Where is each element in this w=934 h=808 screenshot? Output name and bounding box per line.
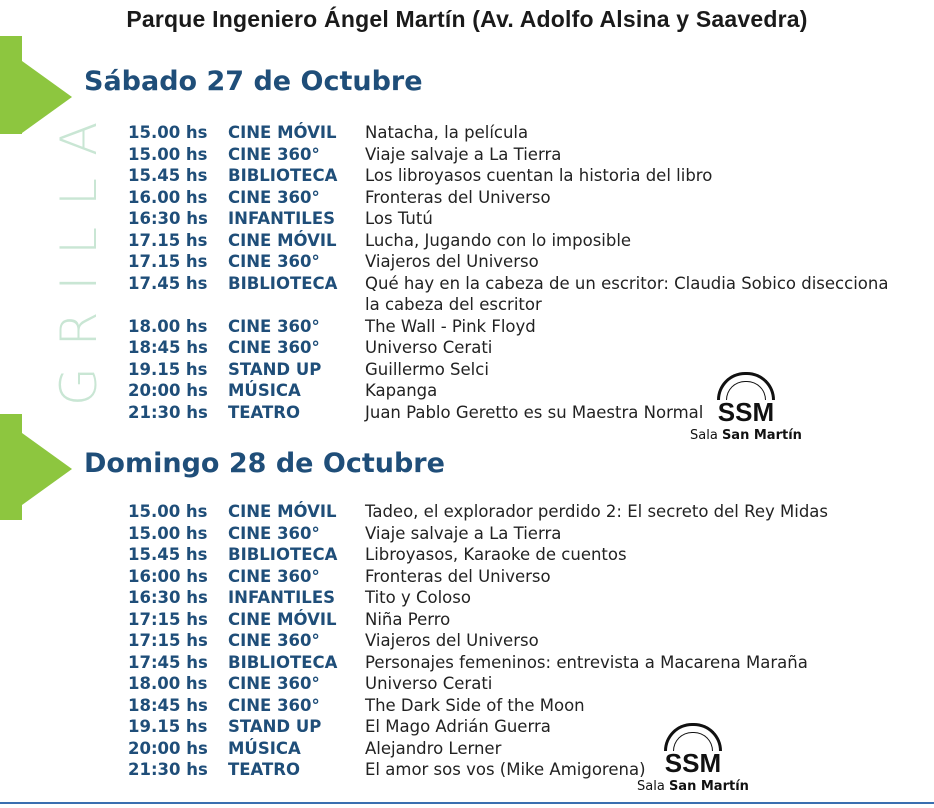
event-category: CINE 360°: [228, 338, 320, 357]
event-title: El amor sos vos (Mike Amigorena): [365, 760, 646, 779]
event-category: CINE MÓVIL: [228, 609, 337, 629]
event-title: Universo Cerati: [365, 338, 493, 357]
logo-letters: SSM: [664, 748, 722, 778]
event-time: 17:15 hs: [128, 609, 208, 629]
grilla-side-label: GRILLA: [50, 100, 108, 406]
event-title: Viajeros del Universo: [365, 631, 539, 650]
event-title: The Dark Side of the Moon: [365, 695, 585, 715]
event-time: 15.00 hs: [128, 123, 208, 142]
green-accent-bar-bottom: [0, 414, 22, 520]
event-title: Guillermo Selci: [365, 359, 489, 379]
event-time: 16.00 hs: [128, 187, 208, 207]
event-title: Los libroyasos cuentan la historia del libro: [365, 166, 713, 185]
event-category: CINE 360°: [228, 566, 320, 586]
event-time: 17.15 hs: [128, 252, 208, 271]
event-category: STAND UP: [228, 717, 322, 736]
event-category: BIBLIOTECA: [228, 273, 338, 293]
event-title: Alejandro Lerner: [365, 738, 502, 758]
event-time: 19.15 hs: [128, 717, 208, 736]
event-title: Qué hay en la cabeza de un escritor: Claudia Sobico disecciona la cabeza del escritor: [365, 273, 889, 314]
event-title: Viaje salvaje a La Tierra: [365, 144, 562, 164]
event-title: Los Tutú: [365, 209, 433, 228]
page-title: Parque Ingeniero Ángel Martín (Av. Adolfo Alsina y Saavedra): [126, 6, 808, 32]
event-time: 21:30 hs: [128, 402, 208, 422]
event-time: 16:30 hs: [128, 209, 208, 228]
green-accent-bar-top: [0, 36, 22, 134]
event-time: 17:15 hs: [128, 631, 208, 650]
event-title: Kapanga: [365, 381, 438, 400]
event-time: 18.00 hs: [128, 316, 208, 336]
event-title: Viajeros del Universo: [365, 252, 539, 271]
event-title: Juan Pablo Geretto es su Maestra Normal: [365, 402, 704, 422]
event-category: STAND UP: [228, 359, 322, 379]
logo-caption: Sala San Martín: [637, 779, 749, 794]
event-category: CINE MÓVIL: [228, 230, 337, 250]
event-category: MÚSICA: [228, 381, 301, 400]
event-time: 21:30 hs: [128, 760, 208, 779]
event-category: CINE MÓVIL: [228, 502, 337, 521]
event-title: Niña Perro: [365, 609, 451, 629]
event-category: CINE 360°: [228, 316, 320, 336]
event-title: Universo Cerati: [365, 674, 493, 693]
sala-san-martin-logo: [690, 372, 802, 443]
event-title: Viaje salvaje a La Tierra: [365, 523, 562, 543]
event-category: CINE 360°: [228, 695, 320, 715]
event-category: CINE 360°: [228, 252, 320, 271]
event-time: 15.45 hs: [128, 545, 208, 564]
green-arrow-bottom: [22, 433, 72, 505]
day-title-sunday: Domingo 28 de Octubre: [84, 448, 445, 479]
day-title-saturday: Sábado 27 de Octubre: [84, 66, 423, 97]
event-category: MÚSICA: [228, 738, 301, 758]
event-category: TEATRO: [228, 402, 301, 422]
logo-caption: Sala San Martín: [690, 428, 802, 443]
event-time: 20:00 hs: [128, 738, 208, 758]
event-title: Libroyasos, Karaoke de cuentos: [365, 545, 627, 564]
event-category: CINE 360°: [228, 631, 320, 650]
event-category: CINE 360°: [228, 187, 320, 207]
event-time: 15.00 hs: [128, 523, 208, 543]
event-title: Tito y Coloso: [365, 588, 471, 607]
event-time: 18:45 hs: [128, 338, 208, 357]
event-category: INFANTILES: [228, 588, 335, 607]
event-category: CINE 360°: [228, 144, 320, 164]
event-time: 18:45 hs: [128, 695, 208, 715]
event-time: 16:30 hs: [128, 588, 208, 607]
event-category: BIBLIOTECA: [228, 166, 338, 185]
event-title: Fronteras del Universo: [365, 187, 551, 207]
event-title: The Wall - Pink Floyd: [365, 316, 536, 336]
event-time: 19.15 hs: [128, 359, 208, 379]
event-title: Fronteras del Universo: [365, 566, 551, 586]
event-time: 18.00 hs: [128, 674, 208, 693]
event-title: Tadeo, el explorador perdido 2: El secreto del Rey Midas: [365, 502, 829, 521]
bottom-divider: [0, 802, 934, 804]
sala-san-martin-logo: [637, 723, 749, 794]
event-category: BIBLIOTECA: [228, 652, 338, 672]
event-time: 20:00 hs: [128, 381, 208, 400]
event-title: El Mago Adrián Guerra: [365, 717, 551, 736]
event-time: 17.15 hs: [128, 230, 208, 250]
dome-icon: [717, 372, 775, 400]
event-time: 15.00 hs: [128, 502, 208, 521]
event-title: Lucha, Jugando con lo imposible: [365, 230, 632, 250]
event-category: TEATRO: [228, 760, 301, 779]
event-title: Natacha, la película: [365, 123, 529, 142]
event-time: 15.00 hs: [128, 144, 208, 164]
event-time: 17:45 hs: [128, 652, 208, 672]
event-category: CINE 360°: [228, 523, 320, 543]
event-time: 17.45 hs: [128, 273, 208, 293]
logo-letters: SSM: [717, 397, 775, 427]
dome-icon: [664, 723, 722, 751]
event-category: BIBLIOTECA: [228, 545, 338, 564]
event-category: CINE 360°: [228, 674, 320, 693]
event-title: Personajes femeninos: entrevista a Macarena Maraña: [365, 652, 808, 672]
event-category: INFANTILES: [228, 209, 335, 228]
event-time: 15.45 hs: [128, 166, 208, 185]
event-category: CINE MÓVIL: [228, 123, 337, 142]
event-time: 16:00 hs: [128, 566, 208, 586]
